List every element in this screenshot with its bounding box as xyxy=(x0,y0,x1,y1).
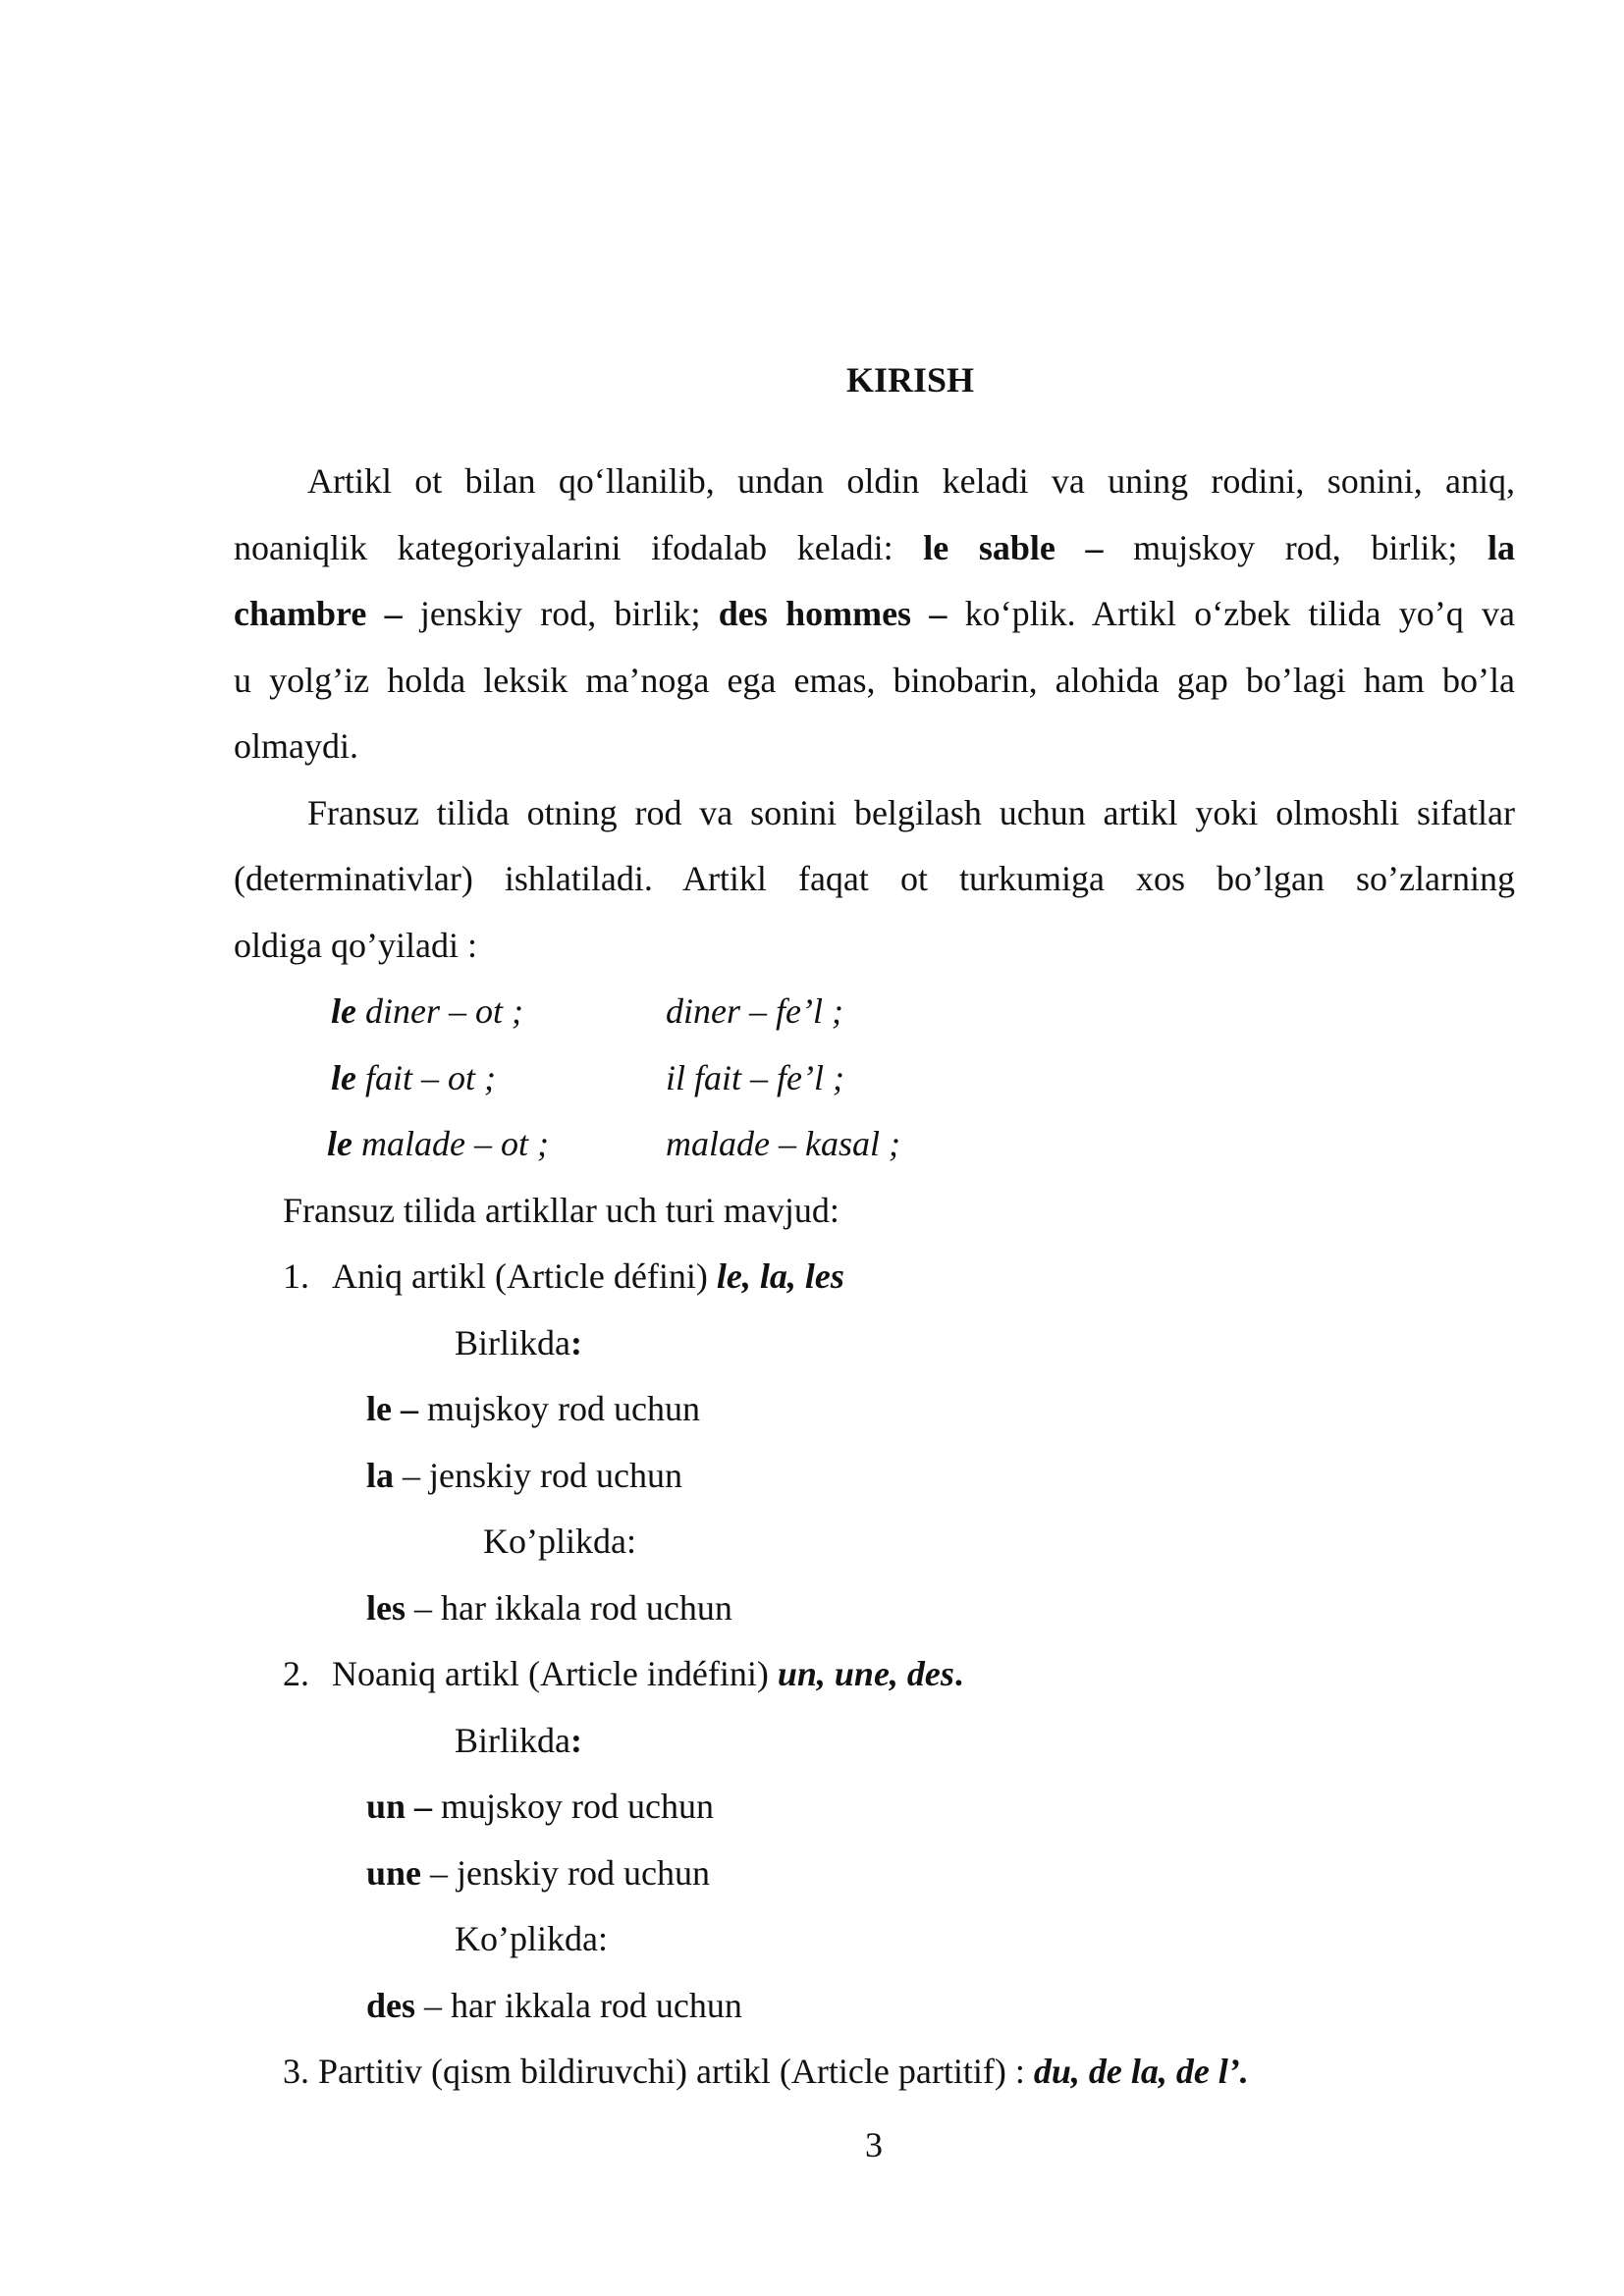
section1-item-la: la – jenskiy rod uchun xyxy=(366,1456,682,1495)
para1-line3: chambre – jenskiy rod, birlik; des hommes – ko‘plik. Artikl o‘zbek tilida yo’q va xyxy=(234,594,1515,633)
example-right-3: malade – kasal ; xyxy=(666,1124,900,1163)
section2-heading: Noaniq artikl (Article indéfini) un, une, des. xyxy=(332,1654,963,1693)
example-left-1: le diner – ot ; xyxy=(331,991,523,1031)
para1-line5: olmaydi. xyxy=(234,726,358,766)
section1-singular-label: Birlikda: xyxy=(455,1323,582,1362)
section1-item-le: le – mujskoy rod uchun xyxy=(366,1389,700,1428)
para2-line1: Fransuz tilida otning rod va sonini belgilash uchun artikl yoki olmoshli sifatlar xyxy=(307,793,1515,832)
section2-number: 2. xyxy=(283,1654,309,1693)
article-types-intro: Fransuz tilida artikllar uch turi mavjud: xyxy=(283,1191,839,1230)
section2-item-un: un – mujskoy rod uchun xyxy=(366,1787,715,1826)
section1-item-les: les – har ikkala rod uchun xyxy=(366,1588,732,1628)
page-number: 3 xyxy=(865,2125,883,2164)
para2-line2: (determinativlar) ishlatiladi. Artikl faqat ot turkumiga xos bo’lgan so’zlarning xyxy=(234,859,1515,898)
page-title: KIRISH xyxy=(845,360,975,400)
section2-plural-label: Ko’plikda: xyxy=(455,1919,608,1958)
para1-line4: u yolg’iz holda leksik ma’noga ega emas, binobarin, alohida gap bo’lagi ham bo’la xyxy=(234,661,1515,700)
section1-plural-label: Ko’plikda: xyxy=(483,1522,636,1561)
section2-item-une: une – jenskiy rod uchun xyxy=(366,1853,710,1893)
example-left-2: le fait – ot ; xyxy=(331,1058,496,1097)
section1-number: 1. xyxy=(283,1256,309,1296)
example-left-3: le malade – ot ; xyxy=(327,1124,549,1163)
para1-line2: noaniqlik kategoriyalarini ifodalab keladi: le sable – mujskoy rod, birlik; la xyxy=(234,528,1515,567)
section2-singular-label: Birlikda: xyxy=(455,1721,582,1760)
example-right-2: il fait – fe’l ; xyxy=(666,1058,844,1097)
section3-heading: 3. Partitiv (qism bildiruvchi) artikl (Article partitif) : du, de la, de l’. xyxy=(283,2052,1249,2091)
section1-heading: Aniq artikl (Article défini) le, la, les xyxy=(332,1256,844,1296)
section2-item-des: des – har ikkala rod uchun xyxy=(366,1986,742,2025)
para2-line3: oldiga qo’yiladi : xyxy=(234,926,477,965)
example-right-1: diner – fe’l ; xyxy=(666,991,843,1031)
para1-line1: Artikl ot bilan qo‘llanilib, undan oldin keladi va uning rodini, sonini, aniq, xyxy=(307,461,1515,501)
